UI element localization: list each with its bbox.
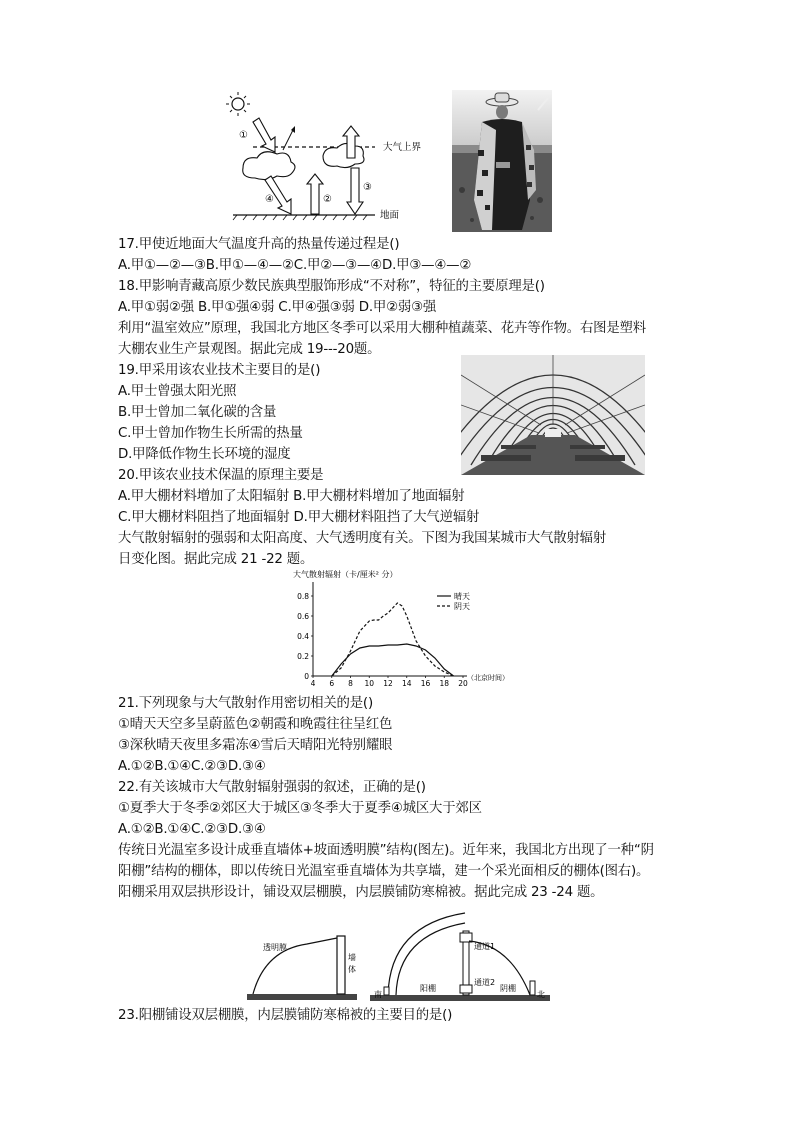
yin-yang-greenhouse-diagram: [370, 905, 555, 1002]
q19-option-c: C.甲士曾加作物生长所需的热量: [118, 426, 303, 441]
yin-north-wall: [530, 981, 535, 995]
q20-options-ab: A.甲大棚材料增加了太阳辐射 B.甲大棚材料增加了地面辐射: [118, 489, 465, 504]
sun-icon: [226, 92, 250, 116]
north-label: 北: [537, 990, 545, 999]
scatter-radiation-chart: [285, 566, 515, 694]
q19-stem: 19.甲采用该农业技术主要目的是(): [118, 363, 321, 378]
south-label: 南: [374, 990, 382, 999]
x-tick-label: 10: [364, 679, 375, 688]
q23-stem: 23.阳棚铺设双层棚膜，内层膜铺防寒棉被的主要目的是(): [118, 1008, 453, 1023]
x-tick-label: 4: [310, 679, 316, 688]
series-line-clear: [332, 644, 454, 676]
x-tick-label: 18: [439, 679, 450, 688]
x-tick-label: 12: [383, 679, 393, 688]
legend-label: 阴天: [454, 602, 470, 611]
intro23-line2: 阳棚”结构的棚体，即以传统日光温室垂直墙体为共享墙，建一个采光面相反的棚体(图右)。: [118, 864, 650, 879]
q22-stem: 22.有关该城市大气散射辐射强弱的叙述，正确的是(): [118, 780, 426, 795]
label-1: ①: [239, 130, 248, 141]
x-axis-label: （北京时间）: [467, 674, 509, 682]
chart-svg: [285, 566, 515, 694]
wall-label-char-1: 墙: [348, 953, 356, 962]
x-tick-label: 8: [348, 679, 353, 688]
channel-2-label: 通道2: [474, 978, 496, 987]
intro19-line2: 大棚农业生产景观图。据此完成 19---20题。: [118, 342, 381, 357]
x-tick-label: 20: [458, 679, 468, 688]
channel-1-label: 通道1: [474, 942, 496, 951]
film-label: 透明膜: [263, 943, 287, 952]
q19-option-a: A.甲士曾强太阳光照: [118, 384, 237, 399]
cloud-right: [323, 143, 364, 167]
wall-block: [337, 936, 345, 994]
q21-statements-1: ①晴天天空多呈蔚蓝色②朝霞和晚霞往往呈红色: [118, 717, 393, 732]
intro19-line1: 利用“温室效应”原理，我国北方地区冬季可以采用大棚种植蔬菜、花卉等作物。右图是塑料: [118, 321, 646, 336]
y-tick-label: 0.6: [297, 612, 309, 621]
ground-hatch: [233, 215, 367, 220]
q22-options: A.①②B.①④C.②③D.③④: [118, 822, 266, 837]
q18-stem: 18.甲影响青藏高原少数民族典型服饰形成“不对称”，特征的主要原理是(): [118, 279, 545, 294]
atmosphere-heat-diagram: [225, 90, 440, 230]
intro23-line1: 传统日光温室多设计成垂直墙体+坡面透明膜”结构(图左)。近年来，我国北方出现了一种“阴: [118, 843, 654, 858]
q21-options: A.①②B.①④C.②③D.③④: [118, 759, 266, 774]
q21-stem: 21.下列现象与大气散射作用密切相关的是(): [118, 696, 373, 711]
y-tick-label: 0.4: [297, 632, 309, 641]
y-tick-label: 0.2: [297, 652, 309, 661]
intro21-line2: 日变化图。据此完成 21 -22 题。: [118, 552, 314, 567]
q21-statements-2: ③深秋晴天夜里多霜冻④雪后天晴阳光特别耀眼: [118, 738, 393, 753]
x-tick-label: 14: [401, 679, 412, 688]
traditional-greenhouse-diagram: [245, 930, 365, 1002]
y-tick-label: 0.8: [297, 592, 309, 601]
intro21-line1: 大气散射辐射的强弱和太阳高度、大气透明度有关。下图为我国某城市大气散射辐射: [118, 531, 607, 546]
cloud-left: [243, 152, 295, 180]
series-line-overcast: [332, 603, 454, 676]
chart-title: 大气散射辐射（卡/厘米² 分）: [293, 570, 398, 579]
atmosphere-top-label: 大气上界: [383, 142, 422, 153]
yang-label: 阳棚: [420, 984, 436, 993]
yang-south-post: [384, 987, 389, 995]
x-tick-label: 16: [420, 679, 431, 688]
y-tick-label: 0: [304, 672, 309, 681]
q20-stem: 20.甲该农业技术保温的原理主要是: [118, 468, 324, 483]
q17-options: A.甲①—②—③B.甲①—④—②C.甲②—③—④D.甲③—④—②: [118, 258, 472, 273]
ground-slab: [247, 994, 357, 1000]
q19-option-d: D.甲降低作物生长环境的湿度: [118, 447, 291, 462]
q17-stem: 17.甲使近地面大气温度升高的热量传递过程是(): [118, 237, 400, 252]
q22-statements: ①夏季大于冬季②郊区大于城区③冬季大于夏季④城区大于郊区: [118, 801, 482, 816]
ground-label: 地面: [380, 210, 400, 221]
arrow-atmosphere-counter: [347, 168, 363, 214]
yin-label: 阴棚: [500, 984, 516, 993]
q20-options-cd: C.甲大棚材料阻挡了地面辐射 D.甲大棚材料阻挡了大气逆辐射: [118, 510, 480, 525]
x-tick-label: 6: [329, 679, 335, 688]
ground-slab-right: [370, 995, 550, 1001]
atmosphere-diagram-svg: [225, 90, 440, 230]
arrow-ground-radiation: [307, 174, 323, 214]
wall-label-char-2: 体: [348, 965, 356, 974]
legend-label: 晴天: [454, 592, 470, 601]
greenhouse-photo: [461, 355, 645, 475]
label-4: ④: [265, 194, 274, 205]
label-2: ②: [323, 194, 332, 205]
tibetan-costume-photo: [452, 90, 552, 232]
q18-options: A.甲①弱②强 B.甲①强④弱 C.甲④强③弱 D.甲②弱③强: [118, 300, 437, 315]
channel-2-box: [460, 985, 472, 993]
label-3: ③: [363, 182, 372, 193]
q19-option-b: B.甲士曾加二氧化碳的含量: [118, 405, 277, 420]
intro23-line3: 阳棚采用双层拱形设计，铺设双层棚膜，内层膜铺防寒棉被。据此完成 23 -24 题。: [118, 885, 604, 900]
